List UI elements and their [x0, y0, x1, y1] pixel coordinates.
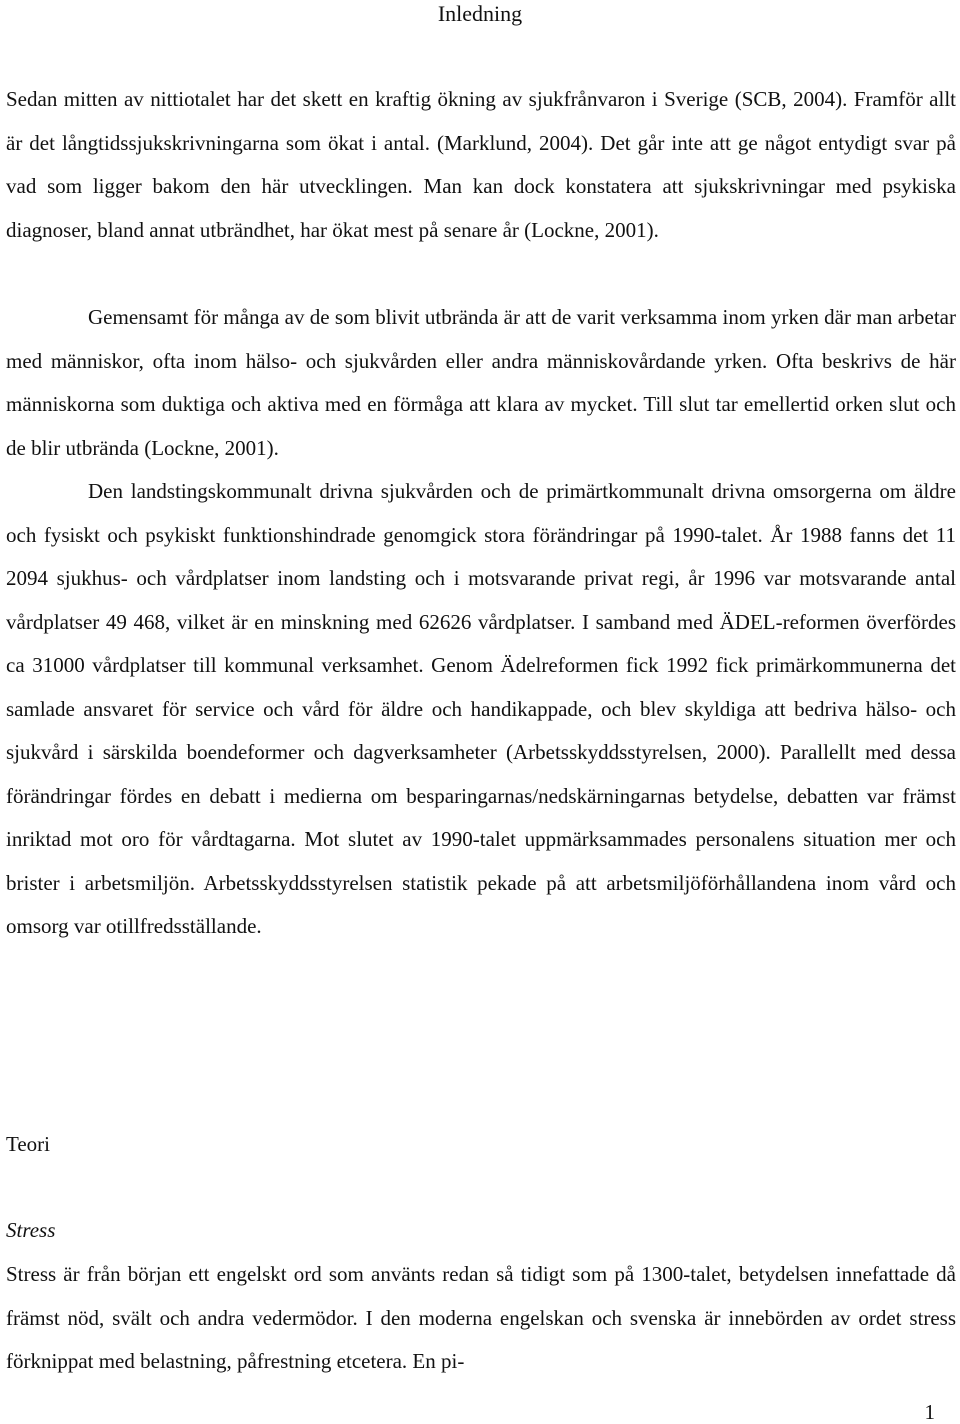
- stress-paragraph: Stress är från början ett engelskt ord som använts redan så tidigt som på 1300-talet, betydelsen innefattade då främst nöd, svält och andra vedermödor. I den moderna engelskan och svenska är innebörden av ordet stress förknippat med belastning, påfrestning etcetera. En pi-: [6, 1262, 956, 1373]
- subsection-title-stress: Stress: [6, 1218, 56, 1242]
- intro-paragraph-3: Den landstingskommunalt drivna sjukvården och de primärtkommunalt drivna omsorgerna om äldre och fysiskt och psykiskt funktionshindrade genomgick stora förändringar på 1990-talet. År 1988 fanns det 11 2094 sjukhus- och vårdplatser inom landsting och i motsvarande privat regi, år 1996 var motsvarande antal vårdplatser 49 468, vilket är en minskning med 62626 vårdplatser. I samband med ÄDEL-reformen överfördes ca 31000 vårdplatser till kommunal verksamhet. Genom Ädelreformen fick 1992 fick primärkommunerna det samlade ansvaret för service och vård för äldre och handikappade, och blev skyldiga att bedriva hälso- och sjukvård i särskilda boendeformer och dagverksamheter (Arbetsskyddsstyrelsen, 2000). Parallellt med dessa förändringar fördes en debatt i medierna om besparingarnas/nedskärningarnas betydelse, debatten var främst inriktad mot oro för vårdtagarna. Mot slutet av 1990-talet uppmärksammades personalens situation mer och brister i arbetsmiljön. Arbetsskyddsstyrelsen statistik pekade på att arbetsmiljöförhållandena inom vård och omsorg var otillfredsställande.: [6, 479, 956, 938]
- page-number: 1: [924, 1400, 935, 1424]
- intro-paragraph-1: Sedan mitten av nittiotalet har det skett en kraftig ökning av sjukfrånvaron i Sverige (SCB, 2004). Framför allt är det långtidssjukskrivningarna som ökat i antal. (Marklund, 2004). Det går inte att ge något entydigt svar på vad som ligger bakom den här utvecklingen. Man kan dock konstatera att sjukskrivningar med psykiska diagnoser, bland annat utbrändhet, har ökat mest på senare år (Lockne, 2001).: [6, 87, 956, 242]
- intro-paragraph-2: Gemensamt för många av de som blivit utbrända är att de varit verksamma inom yrken där man arbetar med människor, ofta inom hälso- och sjukvården eller andra människovårdande yrken. Ofta beskrivs de här människorna som duktiga och aktiva med en förmåga att klara av mycket. Till slut tar emellertid orken slut och de blir utbrända (Lockne, 2001).: [6, 305, 956, 460]
- page-heading: Inledning: [437, 1, 523, 26]
- section-title-teori: Teori: [6, 1132, 51, 1156]
